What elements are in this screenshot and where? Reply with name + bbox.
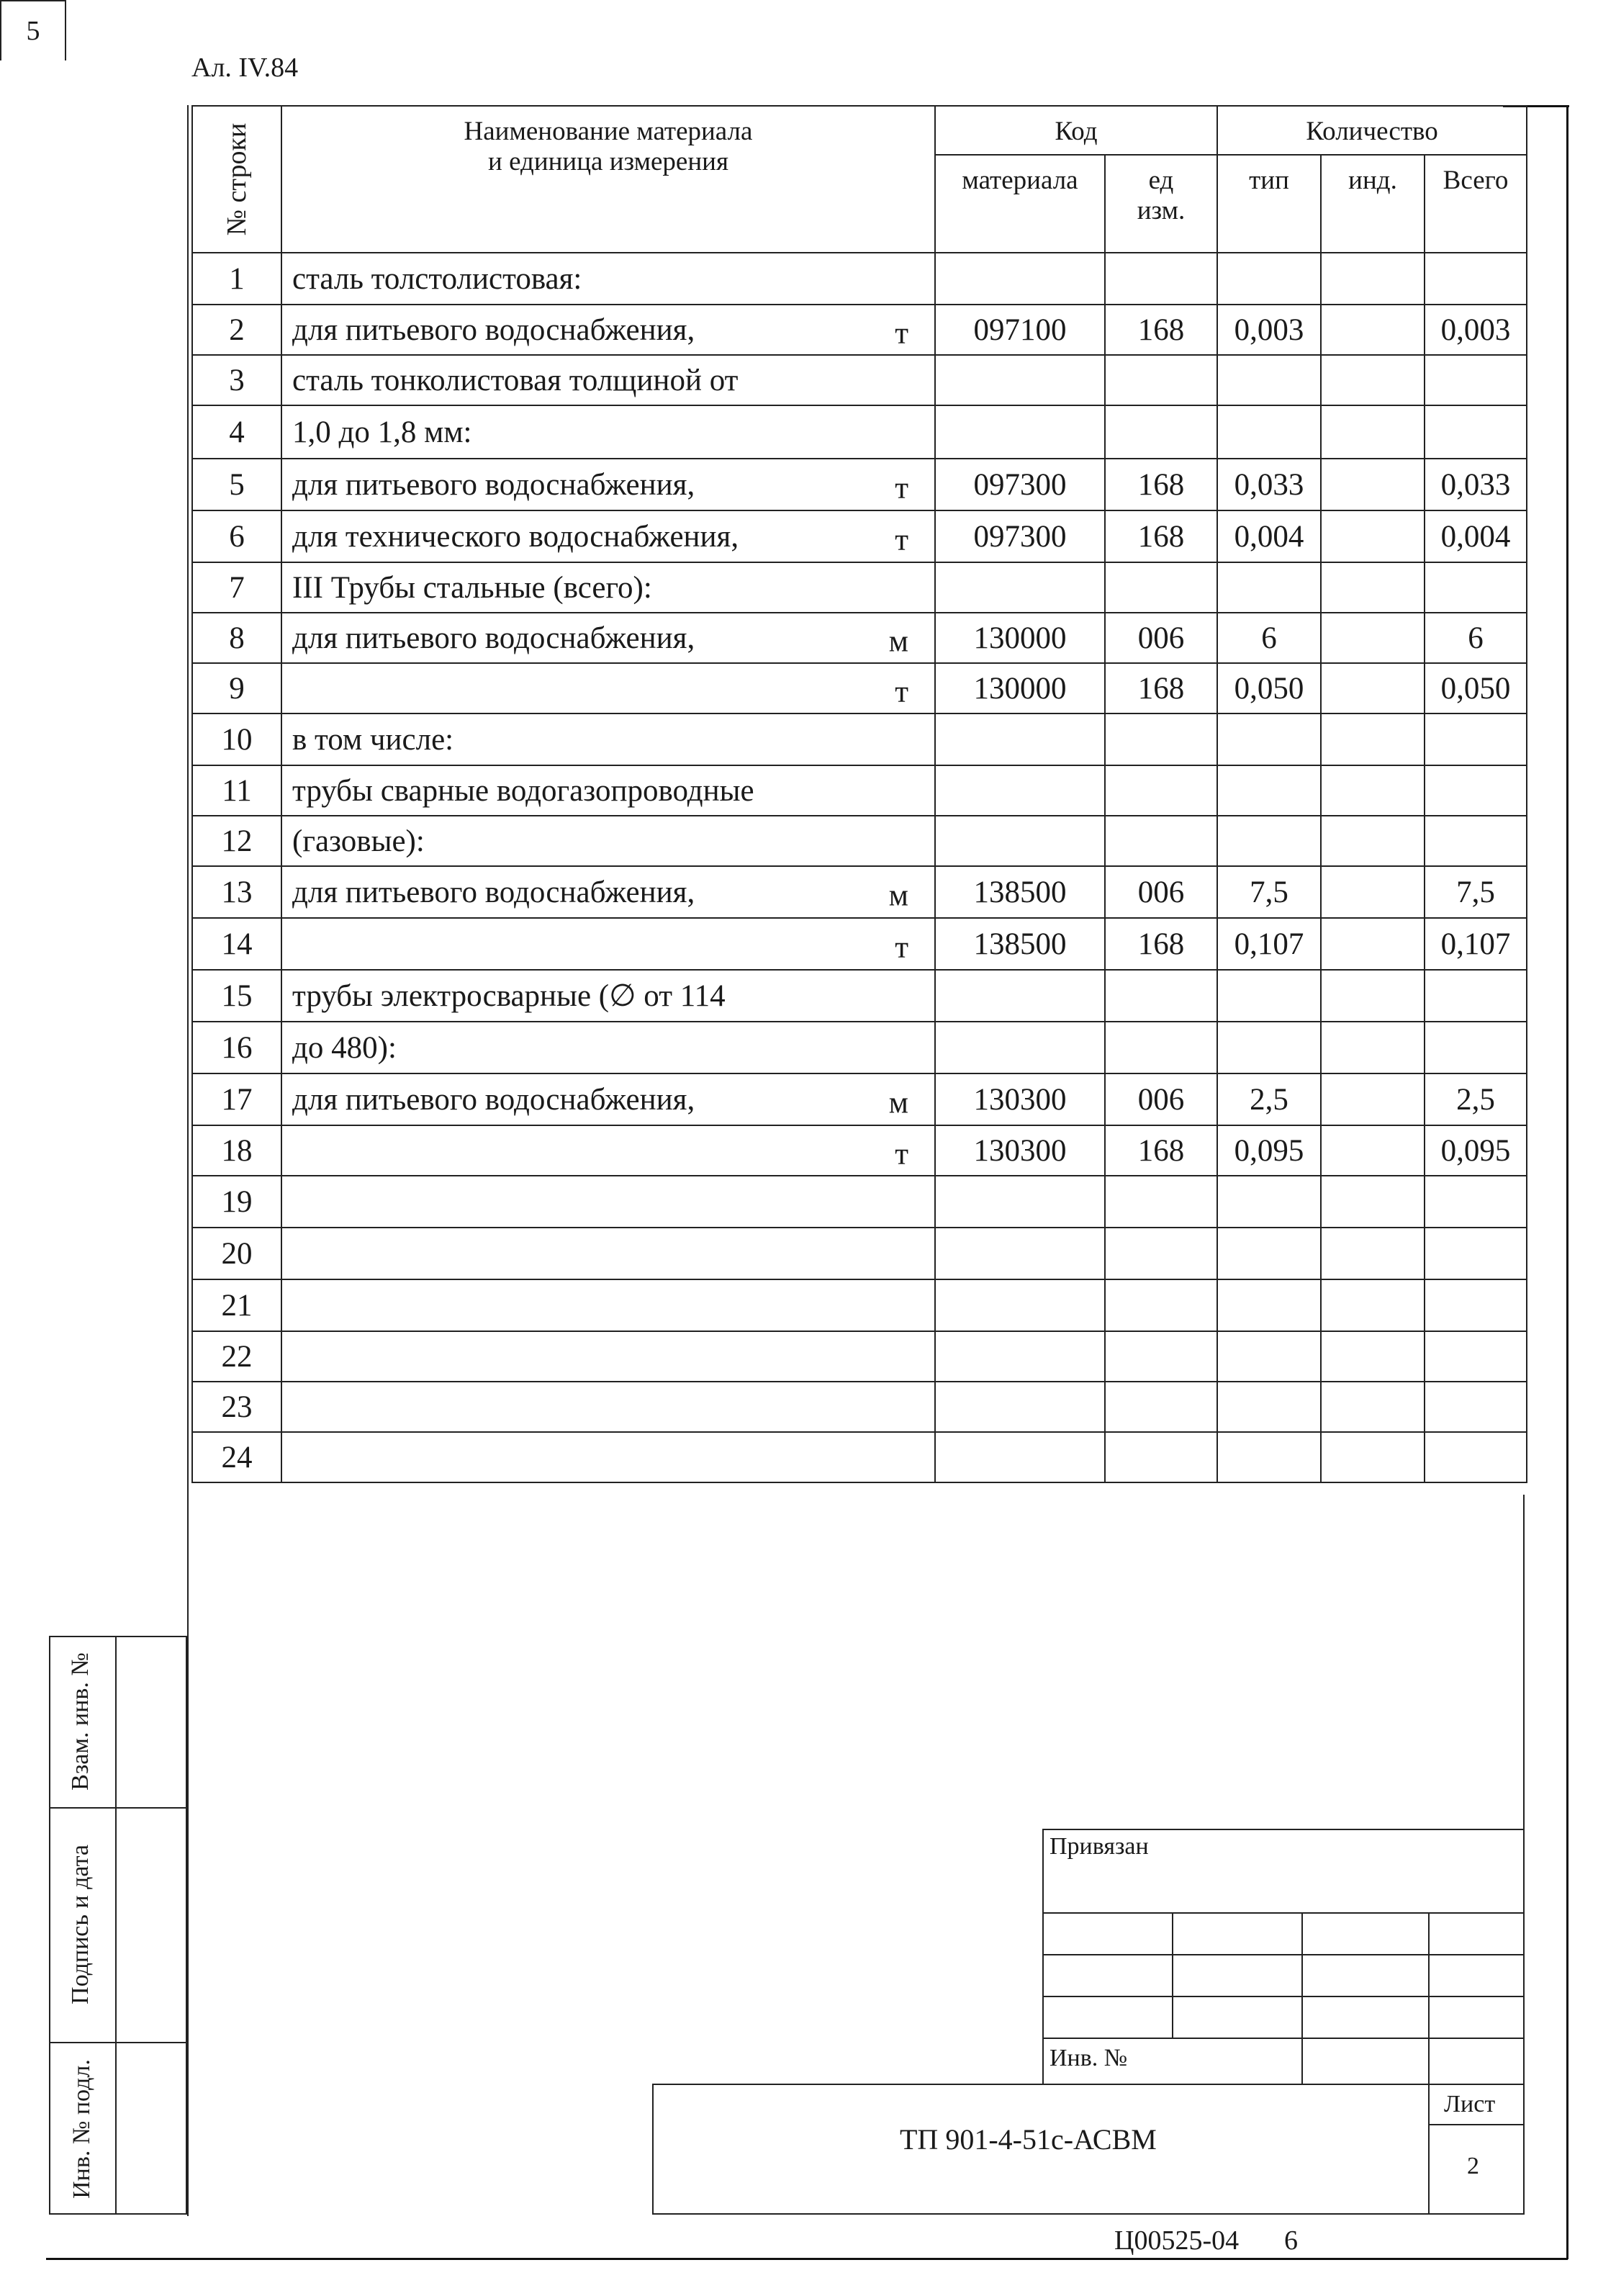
material-name xyxy=(281,918,935,970)
material-code xyxy=(935,1331,1105,1382)
material-code xyxy=(935,355,1105,405)
quantity-type xyxy=(1217,1382,1321,1432)
material-code xyxy=(935,765,1105,816)
side-stamp-divider xyxy=(115,1636,117,2215)
quantity-ind xyxy=(1321,663,1425,713)
material-name-text: для питьевого водоснабжения, xyxy=(292,875,695,909)
material-name xyxy=(281,1022,935,1073)
table-row xyxy=(192,1331,1527,1382)
material-name xyxy=(281,1073,935,1125)
privyazan-line3 xyxy=(1042,1996,1523,1997)
row-number: 3 xyxy=(192,355,281,405)
table-row xyxy=(192,866,1527,918)
privyazan-line1 xyxy=(1042,1912,1523,1914)
material-name xyxy=(281,355,935,405)
material-name-text: для питьевого водоснабжения, xyxy=(292,1082,695,1117)
table-row xyxy=(192,970,1527,1022)
unit-code: 006 xyxy=(1105,613,1217,663)
row-number: 8 xyxy=(192,613,281,663)
material-code xyxy=(935,1279,1105,1331)
unit-code xyxy=(1105,405,1217,459)
table-row xyxy=(192,663,1527,713)
quantity-total: 0,107 xyxy=(1425,918,1527,970)
quantity-total xyxy=(1425,1228,1527,1279)
quantity-total xyxy=(1425,816,1527,866)
measure-unit: м xyxy=(888,1086,908,1120)
header-qty-ind: инд. xyxy=(1321,155,1425,253)
quantity-type xyxy=(1217,970,1321,1022)
quantity-ind xyxy=(1321,816,1425,866)
unit-code xyxy=(1105,765,1217,816)
row-number: 12 xyxy=(192,816,281,866)
side-stamp-sep2 xyxy=(49,2042,187,2043)
measure-unit: т xyxy=(895,1137,908,1171)
unit-code: 168 xyxy=(1105,918,1217,970)
material-code xyxy=(935,1432,1105,1482)
material-code: 130300 xyxy=(935,1073,1105,1125)
frame-left xyxy=(187,105,189,2216)
materials-table xyxy=(191,105,1527,1483)
material-name xyxy=(281,1228,935,1279)
row-number: 7 xyxy=(192,562,281,613)
quantity-total: 0,095 xyxy=(1425,1125,1527,1176)
title-block-divider xyxy=(1428,2084,1430,2215)
quantity-total: 6 xyxy=(1425,613,1527,663)
material-code xyxy=(935,1022,1105,1073)
material-name xyxy=(281,1279,935,1331)
quantity-total: 0,003 xyxy=(1425,305,1527,355)
row-number: 18 xyxy=(192,1125,281,1176)
privyazan-v1 xyxy=(1172,1912,1173,2038)
material-name-text: III Трубы стальные (всего): xyxy=(292,570,652,605)
material-name xyxy=(281,1176,935,1228)
material-name-text: сталь толстолистовая: xyxy=(292,261,582,296)
unit-code xyxy=(1105,816,1217,866)
quantity-type: 0,003 xyxy=(1217,305,1321,355)
quantity-type xyxy=(1217,562,1321,613)
material-code: 097300 xyxy=(935,510,1105,562)
title-block-list-sep xyxy=(1428,2124,1523,2125)
measure-unit: т xyxy=(895,930,908,965)
row-number: 1 xyxy=(192,253,281,305)
material-name xyxy=(281,510,935,562)
frame-inner-right xyxy=(1523,1495,1525,2215)
unit-code: 006 xyxy=(1105,1073,1217,1125)
quantity-type xyxy=(1217,765,1321,816)
table-row xyxy=(192,562,1527,613)
material-code xyxy=(935,816,1105,866)
quantity-total xyxy=(1425,970,1527,1022)
quantity-total: 7,5 xyxy=(1425,866,1527,918)
unit-code xyxy=(1105,1382,1217,1432)
table-row xyxy=(192,1022,1527,1073)
row-number: 15 xyxy=(192,970,281,1022)
table-row xyxy=(192,253,1527,305)
quantity-type xyxy=(1217,1279,1321,1331)
quantity-ind xyxy=(1321,613,1425,663)
quantity-ind xyxy=(1321,1073,1425,1125)
material-name xyxy=(281,305,935,355)
privyazan-v3 xyxy=(1428,1912,1430,2085)
unit-code: 168 xyxy=(1105,510,1217,562)
quantity-total xyxy=(1425,1176,1527,1228)
privyazan-v2 xyxy=(1301,1912,1303,2085)
quantity-type xyxy=(1217,355,1321,405)
material-name-text: 1,0 до 1,8 мм: xyxy=(292,415,472,449)
material-code: 097100 xyxy=(935,305,1105,355)
measure-unit: м xyxy=(888,624,908,659)
row-number: 13 xyxy=(192,866,281,918)
header-name: Наименование материала и единица измерения xyxy=(281,106,935,253)
row-number: 20 xyxy=(192,1228,281,1279)
quantity-ind xyxy=(1321,1432,1425,1482)
quantity-type: 0,107 xyxy=(1217,918,1321,970)
row-number: 2 xyxy=(192,305,281,355)
header-qty-type: тип xyxy=(1217,155,1321,253)
material-code: 130000 xyxy=(935,663,1105,713)
sheet-label: Лист xyxy=(1444,2091,1496,2117)
table-row xyxy=(192,1432,1527,1482)
row-number: 19 xyxy=(192,1176,281,1228)
material-name-text: трубы электросварные (∅ от 114 xyxy=(292,979,726,1013)
material-name-text: до 480): xyxy=(292,1030,397,1065)
unit-code xyxy=(1105,253,1217,305)
material-name xyxy=(281,970,935,1022)
table-row xyxy=(192,405,1527,459)
unit-code xyxy=(1105,1176,1217,1228)
row-number: 14 xyxy=(192,918,281,970)
quantity-type: 0,050 xyxy=(1217,663,1321,713)
material-name-text: для технического водоснабжения, xyxy=(292,519,739,554)
material-name-text: в том числе: xyxy=(292,722,454,757)
side-podpis-label: Подпись и дата xyxy=(67,1845,94,2004)
page-number: 5 xyxy=(0,0,66,60)
material-code xyxy=(935,253,1105,305)
table-row xyxy=(192,1073,1527,1125)
frame-bottom xyxy=(46,2258,1568,2260)
row-number: 11 xyxy=(192,765,281,816)
quantity-type xyxy=(1217,1022,1321,1073)
quantity-total: 0,050 xyxy=(1425,663,1527,713)
row-number: 23 xyxy=(192,1382,281,1432)
quantity-total xyxy=(1425,355,1527,405)
header-code: Код xyxy=(935,106,1217,155)
quantity-type xyxy=(1217,1432,1321,1482)
header-quantity: Количество xyxy=(1217,106,1527,155)
material-name xyxy=(281,866,935,918)
material-name xyxy=(281,405,935,459)
unit-code: 168 xyxy=(1105,1125,1217,1176)
quantity-ind xyxy=(1321,355,1425,405)
quantity-ind xyxy=(1321,305,1425,355)
album-reference: Ал. IV.84 xyxy=(191,53,299,83)
material-name xyxy=(281,663,935,713)
material-name xyxy=(281,1432,935,1482)
frame-right xyxy=(1566,105,1568,2259)
quantity-ind xyxy=(1321,765,1425,816)
row-number: 4 xyxy=(192,405,281,459)
unit-code xyxy=(1105,1022,1217,1073)
header-code-unit: ед изм. xyxy=(1105,155,1217,253)
material-name-text: трубы сварные водогазопроводные xyxy=(292,773,754,808)
measure-unit: т xyxy=(895,675,908,709)
unit-code: 168 xyxy=(1105,459,1217,510)
unit-code: 006 xyxy=(1105,866,1217,918)
quantity-total xyxy=(1425,253,1527,305)
quantity-total: 2,5 xyxy=(1425,1073,1527,1125)
quantity-total xyxy=(1425,405,1527,459)
quantity-type xyxy=(1217,253,1321,305)
quantity-total xyxy=(1425,765,1527,816)
material-code xyxy=(935,1228,1105,1279)
row-number: 24 xyxy=(192,1432,281,1482)
row-number: 9 xyxy=(192,663,281,713)
archive-code: Ц00525-04 xyxy=(1114,2225,1240,2256)
material-code: 097300 xyxy=(935,459,1105,510)
privyazan-line2 xyxy=(1042,1954,1523,1955)
table-row xyxy=(192,459,1527,510)
row-number: 17 xyxy=(192,1073,281,1125)
quantity-type xyxy=(1217,1176,1321,1228)
material-name xyxy=(281,1125,935,1176)
quantity-total xyxy=(1425,1331,1527,1382)
table-row xyxy=(192,918,1527,970)
material-name xyxy=(281,765,935,816)
quantity-type: 2,5 xyxy=(1217,1073,1321,1125)
quantity-ind xyxy=(1321,1176,1425,1228)
header-qty-total: Всего xyxy=(1425,155,1527,253)
quantity-total xyxy=(1425,562,1527,613)
measure-unit: м xyxy=(888,878,908,913)
row-number: 22 xyxy=(192,1331,281,1382)
quantity-total xyxy=(1425,713,1527,765)
quantity-total xyxy=(1425,1432,1527,1482)
quantity-ind xyxy=(1321,1331,1425,1382)
material-code: 138500 xyxy=(935,866,1105,918)
material-name-text: сталь тонколистовая толщиной от xyxy=(292,363,739,397)
quantity-type xyxy=(1217,816,1321,866)
sheet-number: 2 xyxy=(1467,2153,1479,2179)
quantity-type: 7,5 xyxy=(1217,866,1321,918)
material-code: 130300 xyxy=(935,1125,1105,1176)
unit-code xyxy=(1105,1279,1217,1331)
material-name xyxy=(281,1382,935,1432)
unit-code xyxy=(1105,1228,1217,1279)
table-row xyxy=(192,355,1527,405)
quantity-ind xyxy=(1321,1279,1425,1331)
measure-unit: т xyxy=(895,471,908,505)
material-name xyxy=(281,816,935,866)
unit-code: 168 xyxy=(1105,663,1217,713)
material-code xyxy=(935,713,1105,765)
table-row xyxy=(192,816,1527,866)
quantity-type xyxy=(1217,1228,1321,1279)
header-row-no: № строки xyxy=(192,106,281,253)
quantity-ind xyxy=(1321,713,1425,765)
row-number: 10 xyxy=(192,713,281,765)
unit-code xyxy=(1105,1432,1217,1482)
material-name xyxy=(281,1331,935,1382)
row-number: 5 xyxy=(192,459,281,510)
material-name xyxy=(281,713,935,765)
material-name-text: для питьевого водоснабжения, xyxy=(292,621,695,655)
material-name-text: для питьевого водоснабжения, xyxy=(292,467,695,502)
unit-code xyxy=(1105,713,1217,765)
quantity-type xyxy=(1217,713,1321,765)
unit-code xyxy=(1105,970,1217,1022)
material-code xyxy=(935,562,1105,613)
row-number: 21 xyxy=(192,1279,281,1331)
table-row xyxy=(192,713,1527,765)
quantity-ind xyxy=(1321,1382,1425,1432)
table-row xyxy=(192,1125,1527,1176)
row-number: 6 xyxy=(192,510,281,562)
quantity-type: 0,033 xyxy=(1217,459,1321,510)
quantity-total: 0,004 xyxy=(1425,510,1527,562)
material-code xyxy=(935,1382,1105,1432)
quantity-type: 0,004 xyxy=(1217,510,1321,562)
unit-code xyxy=(1105,562,1217,613)
row-number: 16 xyxy=(192,1022,281,1073)
table-row xyxy=(192,1176,1527,1228)
material-name xyxy=(281,562,935,613)
table-row xyxy=(192,510,1527,562)
quantity-total xyxy=(1425,1279,1527,1331)
unit-code: 168 xyxy=(1105,305,1217,355)
inv-no-label: Инв. № xyxy=(1049,2045,1128,2071)
material-name xyxy=(281,253,935,305)
quantity-total xyxy=(1425,1382,1527,1432)
header-code-material: материала xyxy=(935,155,1105,253)
table-row xyxy=(192,613,1527,663)
material-name-text: для питьевого водоснабжения, xyxy=(292,312,695,347)
quantity-ind xyxy=(1321,1022,1425,1073)
quantity-total xyxy=(1425,1022,1527,1073)
quantity-ind xyxy=(1321,1228,1425,1279)
quantity-ind xyxy=(1321,459,1425,510)
table-row xyxy=(192,1382,1527,1432)
table-row xyxy=(192,765,1527,816)
side-stamp-sep1 xyxy=(49,1807,187,1809)
material-code: 138500 xyxy=(935,918,1105,970)
side-vzam-label: Взам. инв. № xyxy=(67,1652,94,1791)
table-row xyxy=(192,1279,1527,1331)
measure-unit: т xyxy=(895,316,908,351)
quantity-ind xyxy=(1321,253,1425,305)
quantity-total: 0,033 xyxy=(1425,459,1527,510)
privyazan-line4 xyxy=(1042,2038,1523,2039)
quantity-type xyxy=(1217,1331,1321,1382)
quantity-ind xyxy=(1321,562,1425,613)
side-inv-podl-label: Инв. № подл. xyxy=(68,2059,95,2199)
unit-code xyxy=(1105,1331,1217,1382)
privyazan-label: Привязан xyxy=(1049,1833,1149,1860)
quantity-ind xyxy=(1321,918,1425,970)
material-name xyxy=(281,613,935,663)
material-name-text: (газовые): xyxy=(292,824,425,858)
quantity-type: 0,095 xyxy=(1217,1125,1321,1176)
table-row xyxy=(192,305,1527,355)
quantity-type: 6 xyxy=(1217,613,1321,663)
quantity-ind xyxy=(1321,866,1425,918)
material-code xyxy=(935,1176,1105,1228)
unit-code xyxy=(1105,355,1217,405)
table-row xyxy=(192,1228,1527,1279)
quantity-ind xyxy=(1321,510,1425,562)
document-code: ТП 901-4-51с-АСВМ xyxy=(900,2123,1157,2156)
material-name xyxy=(281,459,935,510)
quantity-type xyxy=(1217,405,1321,459)
material-code: 130000 xyxy=(935,613,1105,663)
material-code xyxy=(935,405,1105,459)
material-code xyxy=(935,970,1105,1022)
archive-page: 6 xyxy=(1284,2225,1298,2256)
quantity-ind xyxy=(1321,970,1425,1022)
measure-unit: т xyxy=(895,523,908,557)
quantity-ind xyxy=(1321,1125,1425,1176)
quantity-ind xyxy=(1321,405,1425,459)
